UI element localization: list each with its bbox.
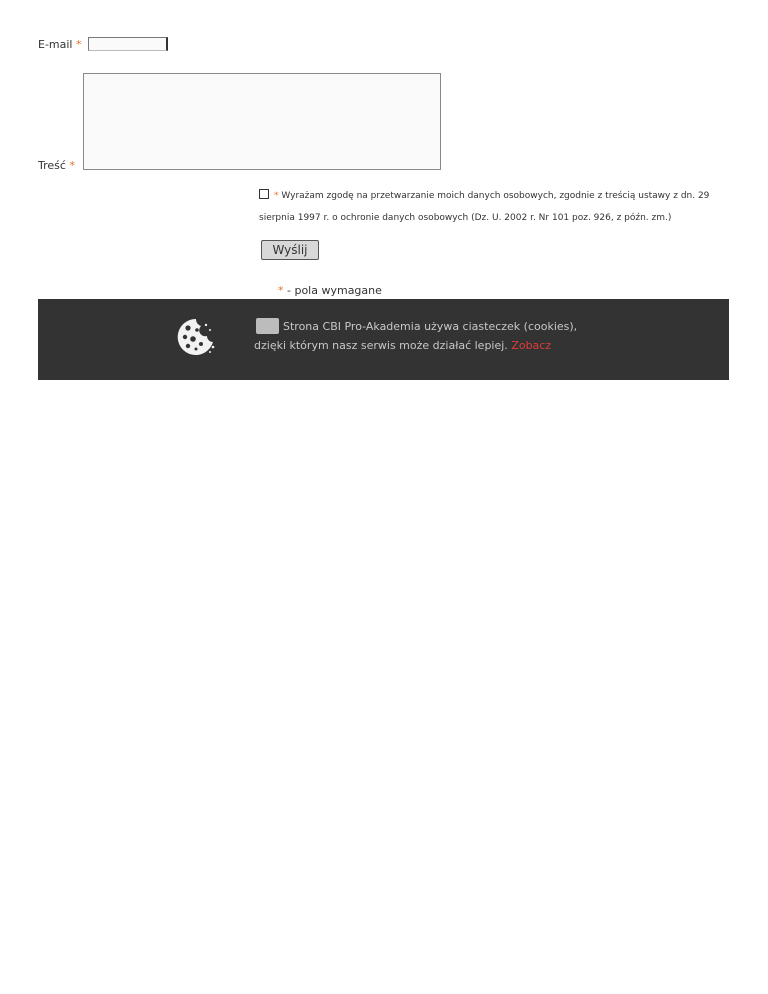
required-note-text: - pola wymagane	[287, 284, 382, 297]
consent-checkbox[interactable]	[259, 189, 269, 199]
consent-row	[259, 185, 734, 229]
email-label-text: E-mail	[38, 38, 73, 51]
required-mark: *	[76, 38, 82, 51]
cookie-message-line2	[254, 339, 551, 353]
cookie-icon	[176, 317, 216, 357]
message-label-text: Treść	[38, 159, 66, 172]
consent-text: Wyrażam zgodę na przetwarzanie moich danych osobowych, zgodnie z treścią ustawy z dn. 29 sierpnia 1997 r. o ochronie danych osobowych (Dz. U. 2002 r. Nr 101 poz. 926, z późn. zm.)	[259, 191, 710, 223]
cookie-message-line2-text: dzięki którym nasz serwis może działać lepiej.	[254, 339, 508, 352]
required-mark: *	[69, 159, 75, 172]
email-label	[38, 38, 82, 52]
submit-button[interactable]: Wyślij	[261, 240, 319, 260]
cookie-close-button[interactable]	[256, 318, 279, 334]
required-mark: *	[274, 191, 279, 201]
email-field[interactable]	[88, 37, 168, 51]
cookie-banner	[38, 299, 729, 380]
cookie-message-line1: Strona CBI Pro-Akademia używa ciasteczek (cookies),	[283, 320, 578, 333]
cookie-policy-link[interactable]: Zobacz	[511, 339, 552, 352]
message-label	[38, 159, 75, 173]
required-fields-note	[278, 284, 382, 298]
message-textarea[interactable]	[83, 73, 441, 170]
required-mark: *	[278, 284, 284, 297]
